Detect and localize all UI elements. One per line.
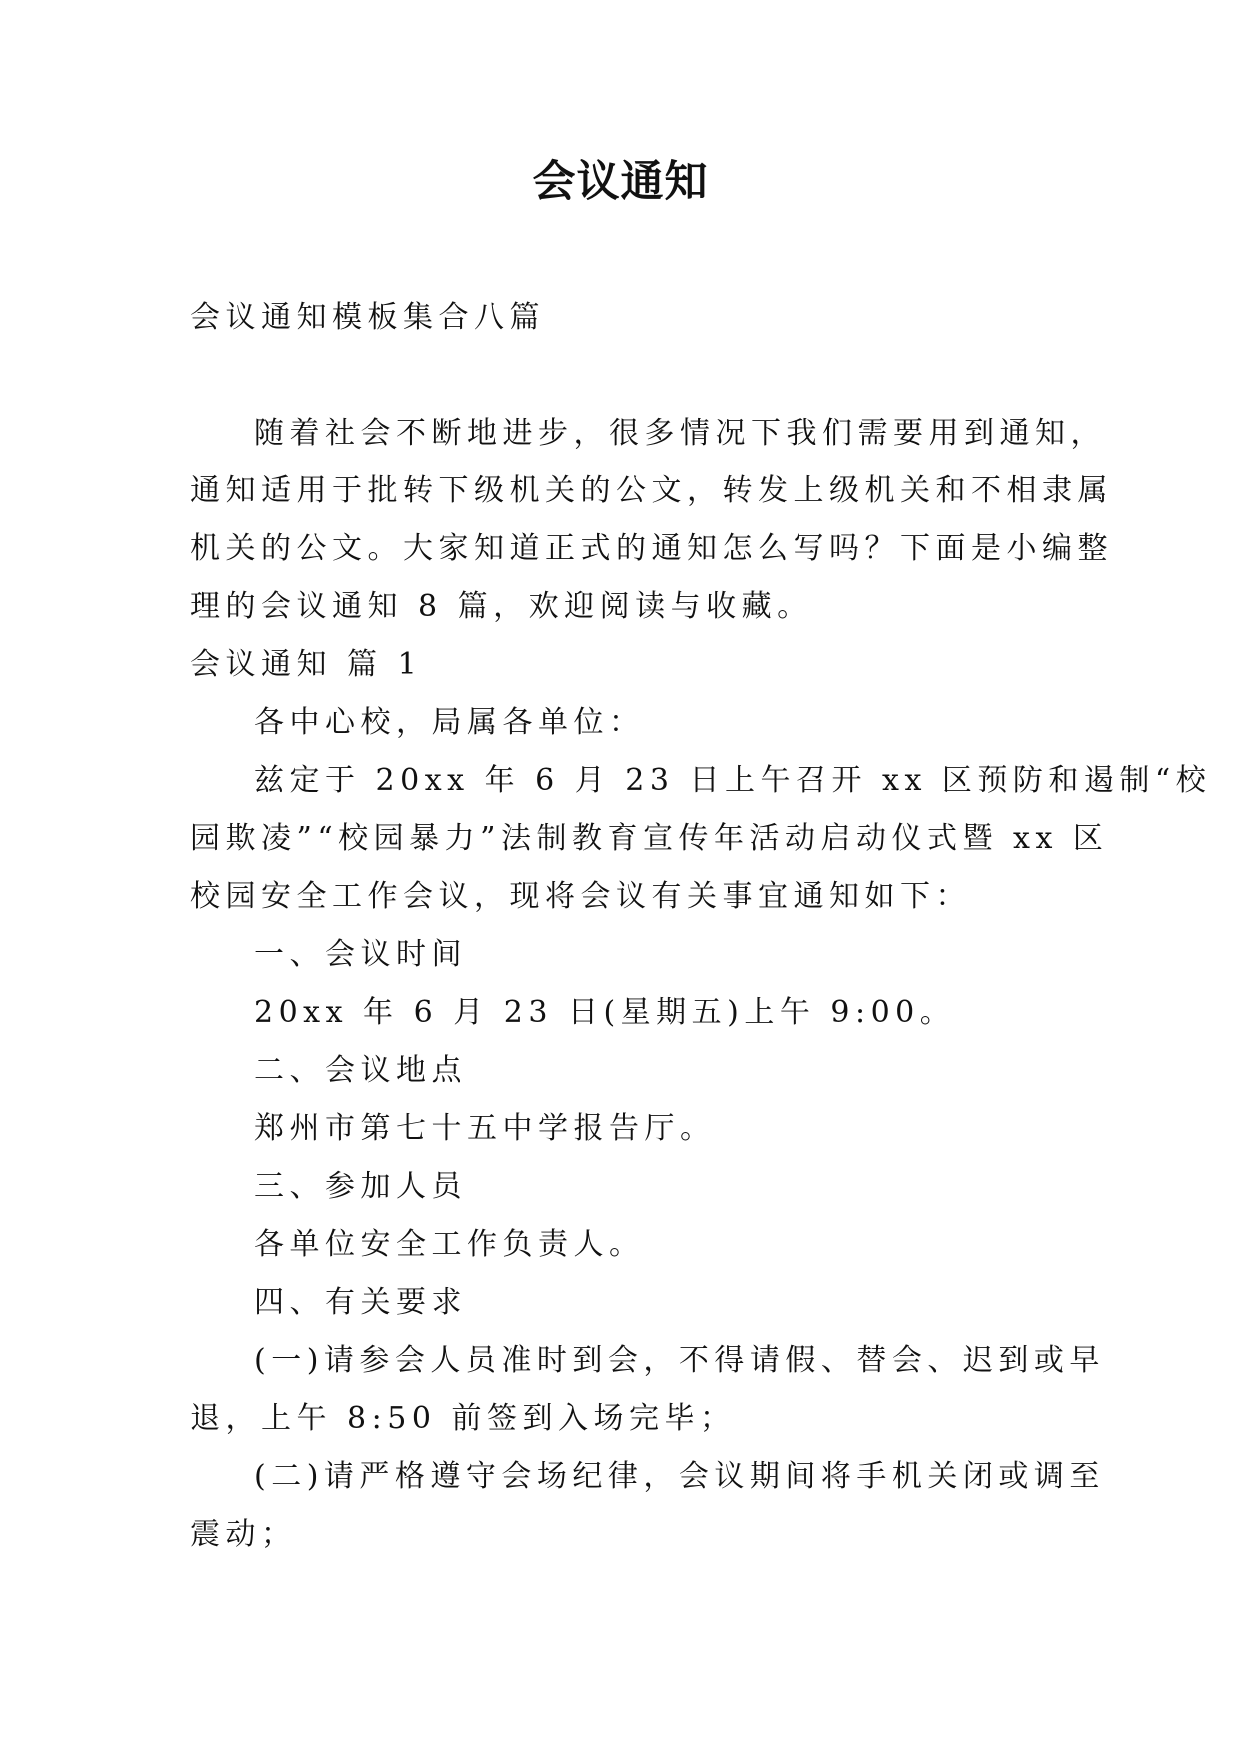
intro-line-3: 机关的公文。大家知道正式的通知怎么写吗？下面是小编整 [190,531,1113,566]
intro-line-2: 通知适用于批转下级机关的公文，转发上级机关和不相隶属 [190,473,1113,508]
item-heading-attendees: 三、参加人员 [254,1169,467,1204]
item-heading-time: 一、会议时间 [254,937,467,972]
intro-line-1: 随着社会不断地进步，很多情况下我们需要用到通知， [254,416,1106,451]
salutation: 各中心校，局属各单位： [254,705,645,740]
section-heading: 会议通知 篇 1 [190,647,423,682]
item-attendees-value: 各单位安全工作负责人。 [254,1227,645,1262]
document-subtitle: 会议通知模板集合八篇 [190,300,545,335]
requirement-1-line-2: 退，上午 8:50 前签到入场完毕； [190,1401,736,1436]
item-heading-location: 二、会议地点 [254,1053,467,1088]
item-time-value: 20xx 年 6 月 23 日(星期五)上午 9:00。 [254,995,956,1030]
document-title: 会议通知 [532,157,709,207]
intro-line-4: 理的会议通知 8 篇，欢迎阅读与收藏。 [190,589,813,624]
body-line-1: 兹定于 20xx 年 6 月 23 日上午召开 xx 区预防和遏制“校 [254,763,1212,798]
item-location-value: 郑州市第七十五中学报告厅。 [254,1111,716,1146]
requirement-2-line-2: 震动； [190,1517,297,1552]
requirement-1-line-1: (一)请参会人员准时到会，不得请假、替会、迟到或早 [254,1343,1105,1378]
item-heading-requirements: 四、有关要求 [254,1285,467,1320]
requirement-2-line-1: (二)请严格遵守会场纪律，会议期间将手机关闭或调至 [254,1459,1105,1494]
body-line-3: 校园安全工作会议，现将会议有关事宜通知如下： [190,879,971,914]
body-line-2: 园欺凌”“校园暴力”法制教育宣传年活动启动仪式暨 xx 区 [190,821,1109,856]
